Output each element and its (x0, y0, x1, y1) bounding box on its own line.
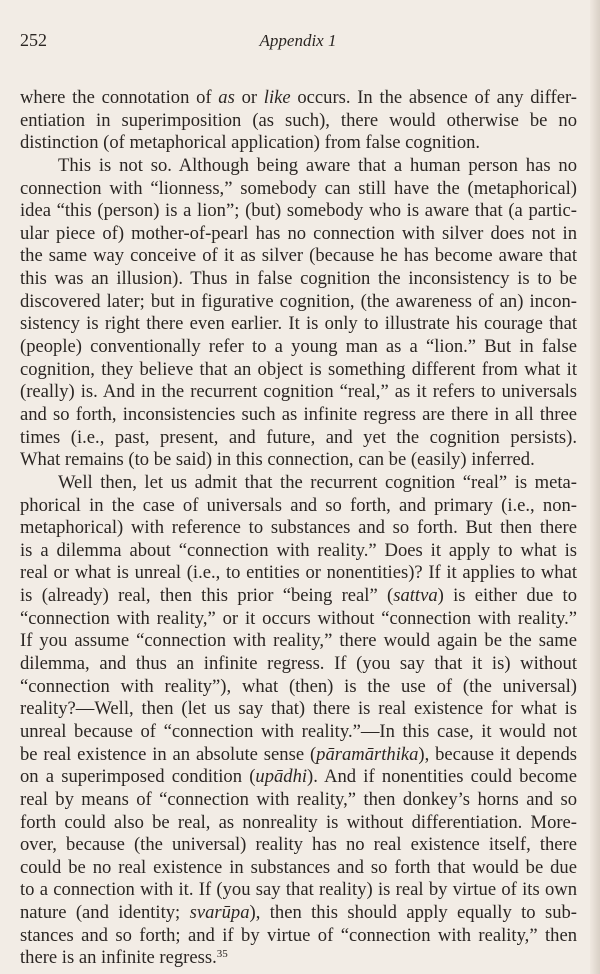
text-line (20, 132, 577, 155)
text-line (20, 404, 577, 427)
running-title: Appendix 1 (259, 31, 337, 50)
body-text (20, 87, 577, 970)
text-segment: real or what is unreal (i.e., to entities or nonentities)? If it applies to what (20, 562, 577, 584)
text-line (20, 517, 577, 540)
text-line (20, 200, 577, 223)
text-segment: is (already) real, then this prior “being real” ( (20, 585, 394, 607)
text-line (20, 630, 577, 653)
text-line (20, 925, 577, 948)
text-segment: (really) is. And in the recurrent cognition “real,” as it refers to universals (20, 381, 577, 403)
text-segment: phorical in the case of universals and so forth, and primary (i.e., non- (20, 494, 577, 516)
text-line (20, 698, 577, 721)
text-line (20, 721, 577, 744)
text-line (20, 178, 577, 201)
text-line (20, 268, 577, 291)
text-segment: or (234, 87, 264, 108)
text-segment: entiation in superimposition (as such), there would otherwise be no (20, 109, 577, 131)
text-line (20, 947, 577, 970)
text-line (20, 427, 577, 450)
text-line (20, 449, 577, 472)
paragraph (20, 472, 577, 970)
text-line (20, 540, 577, 563)
text-segment: ), then this should apply equally to sub- (249, 902, 577, 924)
text-segment: ular piece of) mother-of-pearl has no connection with silver does not in (20, 222, 577, 244)
text-segment: nature (and identity; (20, 902, 190, 924)
italic-term: as (218, 87, 235, 108)
page-header (20, 30, 576, 52)
text-segment: unreal because of “connection with reality.”—In this case, it would not (20, 720, 577, 742)
text-segment: on a superimposed condition ( (20, 766, 256, 788)
text-segment: occurs. In the absence of any differ- (290, 87, 577, 108)
text-segment: could be no real existence in substances and so forth that would be due (20, 856, 577, 878)
text-segment: distinction (of metaphorical application) from false cognition. (20, 132, 481, 154)
text-segment: ), because it depends (418, 743, 577, 765)
text-line (20, 585, 577, 608)
text-segment: forth could also be real, as nonreality is without differentiation. More- (20, 811, 577, 833)
text-segment: discovered later; but in figurative cognition, (the awareness of an) incon- (20, 290, 577, 312)
text-line (20, 495, 577, 518)
text-line (20, 562, 577, 585)
text-line (20, 789, 577, 812)
page-edge-shadow (590, 0, 600, 974)
text-segment: ) is either due to (437, 585, 578, 607)
text-segment: idea “this (person) is a lion”; (but) somebody who is aware that (a partic- (20, 200, 577, 222)
text-line (20, 381, 577, 404)
text-segment: (people) conventionally refer to a young man as a “lion.” But in false (20, 336, 577, 358)
text-segment: over, because (the universal) reality has no real existence itself, there (20, 834, 577, 856)
text-segment: times (i.e., past, present, and future, and yet the cognition persists). (20, 426, 577, 448)
text-line (20, 879, 577, 902)
text-segment: and so forth, inconsistencies such as infinite regress are there in all three (20, 403, 577, 425)
text-line (20, 245, 577, 268)
text-line (20, 744, 577, 767)
text-segment: this was an illusion). Thus in false cognition the inconsistency is to be (20, 268, 577, 290)
text-segment: stances and so forth; and if by virtue of “connection with reality,” then (20, 924, 577, 946)
text-segment: sistency is right there even earlier. It is only to illustrate his courage that (20, 313, 577, 335)
text-line (20, 902, 577, 925)
text-segment: Well then, let us admit that the recurrent cognition “real” is meta- (58, 471, 577, 493)
text-segment: cognition, they believe that an object is something different from what it (20, 358, 577, 380)
text-line (20, 857, 577, 880)
text-segment: the same way conceive of it as silver (because he has become aware that (20, 245, 577, 267)
text-line (20, 812, 577, 835)
text-line (20, 653, 577, 676)
text-segment: dilemma, and thus an infinite regress. If (you say that it is) without (20, 653, 577, 675)
italic-term: pāramārthika (316, 743, 419, 765)
text-segment: be real existence in an absolute sense ( (20, 743, 317, 765)
paragraph (20, 155, 577, 472)
text-line (20, 608, 577, 631)
text-segment: If you assume “connection with reality,” there would again be the same (20, 630, 577, 652)
text-line (20, 291, 577, 314)
italic-term: sattva (393, 585, 438, 607)
italic-term: upādhi (255, 766, 308, 788)
text-line (20, 359, 577, 382)
text-segment: “connection with reality”), what (then) is the use of (the universal) (20, 675, 577, 697)
text-segment: ). And if nonentities could become (307, 766, 577, 788)
text-segment: to a connection with it. If (you say that reality) is real by virtue of its own (20, 879, 577, 901)
footnote-marker[interactable]: 35 (216, 948, 228, 961)
text-segment: “connection with reality,” or it occurs without “connection with reality.” (20, 607, 577, 629)
text-line (20, 313, 577, 336)
italic-term: like (263, 87, 291, 108)
text-segment: where the connotation of (20, 87, 219, 108)
text-segment: there is an infinite regress. (20, 947, 217, 969)
text-segment: This is not so. Although being aware that a human person has no (58, 154, 577, 176)
page-number: 252 (20, 30, 47, 50)
text-segment: What remains (to be said) in this connection, can be (easily) inferred. (20, 449, 535, 471)
text-line (20, 336, 577, 359)
text-line (20, 110, 577, 133)
text-line (20, 834, 577, 857)
text-line (20, 155, 577, 178)
paragraph (20, 87, 577, 155)
text-segment: metaphorical) with reference to substances and so forth. But then there (20, 517, 577, 539)
text-line (20, 87, 577, 110)
italic-term: svarūpa (189, 902, 250, 924)
text-line (20, 676, 577, 699)
text-line (20, 472, 577, 495)
text-segment: connection with “lionness,” somebody can still have the (metaphorical) (20, 177, 577, 199)
text-line (20, 223, 577, 246)
text-segment: is a dilemma about “connection with reality.” Does it apply to what is (20, 539, 577, 561)
text-line (20, 766, 577, 789)
text-segment: reality?—Well, then (let us say that) there is real existence for what is (20, 698, 577, 720)
text-segment: real by means of “connection with reality,” then donkey’s horns and so (20, 788, 577, 810)
